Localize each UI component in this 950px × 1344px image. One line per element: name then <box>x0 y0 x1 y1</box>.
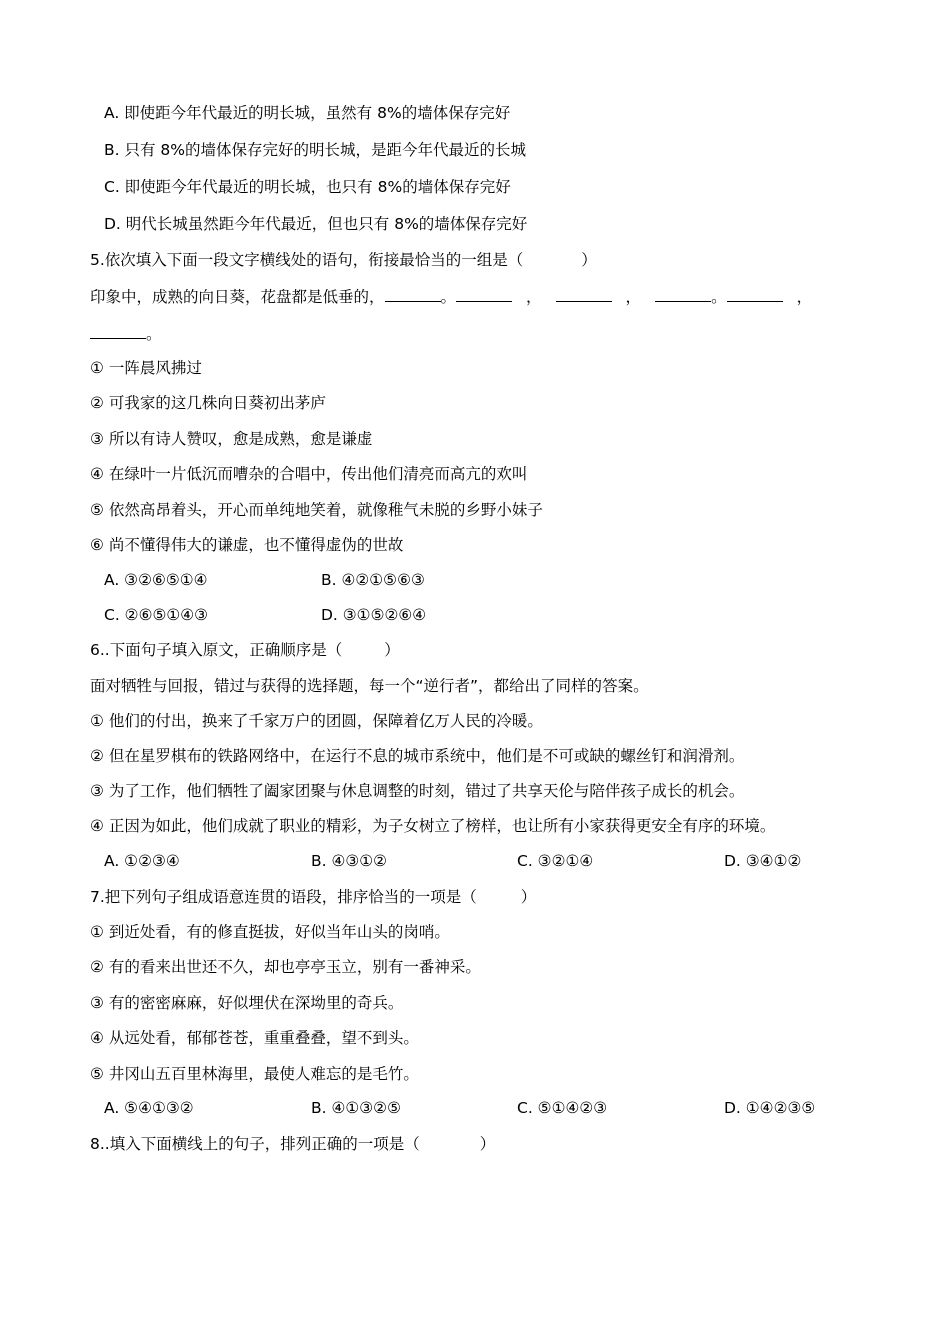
q5-punct: 。 <box>146 325 162 343</box>
q5-punct: ， <box>625 288 642 306</box>
q5-option-c: C. ②⑥⑤①④③ <box>104 606 209 624</box>
q6-option-d: D. ③④①② <box>724 852 802 870</box>
q5-item: ⑤ 依然高昂着头，开心而单纯地笑着，就像稚气未脱的乡野小妹子 <box>90 501 543 519</box>
q6-option-a: A. ①②③④ <box>104 852 180 870</box>
q5-punct: ， <box>796 288 813 306</box>
q5-passage <box>90 287 812 307</box>
q7-option-b: B. ④①③②⑤ <box>311 1099 401 1117</box>
q4-option-d: D. 明代长城虽然距今年代最近，但也只有 8%的墙体保存完好 <box>104 215 528 233</box>
q4-option-a: A. 即使距今年代最近的明长城，虽然有 8%的墙体保存完好 <box>104 104 511 122</box>
q7-stem <box>90 887 536 907</box>
q5-option-d: D. ③①⑤②⑥④ <box>321 606 427 624</box>
q5-item: ③ 所以有诗人赞叹，愈是成熟，愈是谦虚 <box>90 430 373 448</box>
q5-item: ② 可我家的这几株向日葵初出茅庐 <box>90 394 326 412</box>
q4-option-b: B. 只有 8%的墙体保存完好的明长城，是距今年代最近的长城 <box>104 141 527 159</box>
q5-punct: ， <box>526 288 542 306</box>
q7-option-c: C. ⑤①④②③ <box>517 1099 608 1117</box>
q8-stem <box>90 1134 495 1154</box>
q8-stem-close: ） <box>479 1135 496 1153</box>
q7-option-a: A. ⑤④①③② <box>104 1099 194 1117</box>
q6-item: ① 他们的付出，换来了千家万户的团圆，保障着亿万人民的冷暖。 <box>90 712 543 730</box>
q7-item: ③ 有的密密麻麻，好似埋伏在深坳里的奇兵。 <box>90 994 404 1012</box>
q5-blank-2[interactable] <box>456 287 512 302</box>
q5-option-a: A. ③②⑥⑤①④ <box>104 571 208 589</box>
q6-passage: 面对牺牲与回报，错过与获得的选择题，每一个“逆行者”，都给出了同样的答案。 <box>90 677 649 695</box>
q8-stem-text: 8..填入下面横线上的句子，排列正确的一项是（ <box>90 1135 420 1153</box>
q7-item: ④ 从远处看，郁郁苍苍，重重叠叠，望不到头。 <box>90 1029 419 1047</box>
q6-item: ② 但在星罗棋布的铁路网络中，在运行不息的城市系统中，他们是不可或缺的螺丝钉和润滑剂。 <box>90 747 745 765</box>
q5-item: ① 一阵晨风拂过 <box>90 359 202 377</box>
q7-stem-text: 7.把下列句子组成语意连贯的语段，排序恰当的一项是（ <box>90 888 477 906</box>
q5-stem-text: 5.依次填入下面一段文字横线处的语句，衔接最恰当的一组是（ <box>90 251 524 269</box>
q6-item: ③ 为了工作，他们牺牲了阖家团聚与休息调整的时刻，错过了共享天伦与陪伴孩子成长的机会。 <box>90 782 745 800</box>
q5-blank-4[interactable] <box>655 287 711 302</box>
q5-stem <box>90 250 597 270</box>
q5-blank-6[interactable] <box>90 324 146 339</box>
q5-punct: 。 <box>440 288 457 306</box>
q7-item: ② 有的看来出世还不久，却也亭亭玉立，别有一番神采。 <box>90 958 481 976</box>
q6-stem <box>90 640 400 660</box>
q7-item: ① 到近处看，有的修直挺拔，好似当年山头的岗哨。 <box>90 923 450 941</box>
q5-blank-1[interactable] <box>385 287 441 302</box>
q5-punct: 。 <box>711 288 727 306</box>
q5-stem-close: ） <box>581 251 597 269</box>
q7-item: ⑤ 井冈山五百里林海里，最使人难忘的是毛竹。 <box>90 1065 419 1083</box>
q5-option-b: B. ④②①⑤⑥③ <box>321 571 425 589</box>
q6-option-c: C. ③②①④ <box>517 852 594 870</box>
q6-stem-text: 6..下面句子填入原文，正确顺序是（ <box>90 641 343 659</box>
q5-blank-5[interactable] <box>727 287 783 302</box>
q6-item: ④ 正因为如此，他们成就了职业的精彩，为子女树立了榜样，也让所有小家获得更安全有序的环境。 <box>90 817 776 835</box>
q5-blank-3[interactable] <box>556 287 612 302</box>
q6-option-b: B. ④③①② <box>311 852 388 870</box>
q7-stem-close: ） <box>520 888 537 906</box>
q6-stem-close: ） <box>384 641 400 659</box>
q5-item: ⑥ 尚不懂得伟大的谦虚，也不懂得虚伪的世故 <box>90 536 404 554</box>
q5-passage-text: 印象中，成熟的向日葵，花盘都是低垂的， <box>90 288 385 306</box>
q4-option-c: C. 即使距今年代最近的明长城，也只有 8%的墙体保存完好 <box>104 178 511 196</box>
q5-passage-cont <box>90 324 162 344</box>
q5-item: ④ 在绿叶一片低沉而嘈杂的合唱中，传出他们清亮而高亢的欢叫 <box>90 465 528 483</box>
q7-option-d: D. ①④②③⑤ <box>724 1099 816 1117</box>
